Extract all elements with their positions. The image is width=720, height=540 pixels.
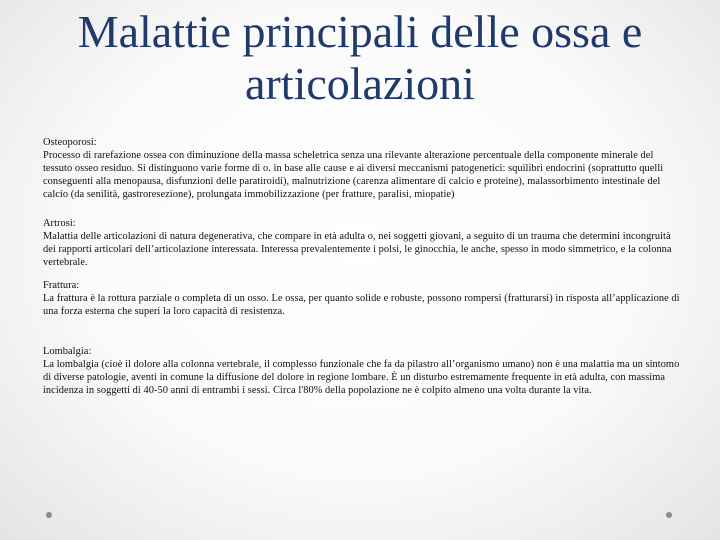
section-text: Processo di rarefazione ossea con diminuzione della massa scheletrica senza una rilevante alterazione percentuale della componente minerale del tessuto osseo residuo. Si distinguono varie forme di o. in base alle cause e ai diversi meccanismi patogenetici: squilibri endocrini (soprattutto quelli conseguenti alla menopausa, disfunzioni delle paratiroidi), malnutrizione (carenza alimentare di calcio e proteine), malassorbimento intestinale del calcio (da senilità, gastroresezione), prolungata immobilizzazione (per fratture, paralisi, miopatie) [43, 150, 664, 200]
slide-title: Malattie principali delle ossa e articolazioni [77, 6, 643, 109]
slide-body [43, 136, 685, 397]
section-frattura [43, 279, 685, 318]
section-text: La lombalgia (cioè il dolore alla colonna vertebrale, il complesso funzionale che fa da pilastro all’organismo umano) non è una malattia ma un sintomo di diverse patologie, aventi in comune la diffusione del dolore in regione lombare. È un disturbo estremamente frequente in età adulta, con massima incidenza in soggetti di 40-50 anni di entrambi i sessi. Circa l'80% della popolazione ne è colpito almeno una volta durante la vita. [43, 359, 680, 396]
decorative-dot-icon [666, 512, 672, 518]
section-text: La frattura è la rottura parziale o completa di un osso. Le ossa, per quanto solide e robuste, possono rompersi (fratturarsi) in risposta all’applicazione di una forza esterna che superi la loro capacità di resistenza. [43, 293, 680, 317]
section-artrosi [43, 217, 685, 269]
section-heading: Lombalgia: [43, 346, 92, 357]
section-text: Malattia delle articolazioni di natura degenerativa, che compare in età adulta o, nei soggetti giovani, a seguito di un trauma che determini incongruità dei rapporti articolari dell’articolazione interessata. Interessa prevalentemente i polsi, le ginocchia, le anche, spesso in modo simmetrico, e la colonna vertebrale. [43, 231, 672, 268]
section-heading: Frattura: [43, 280, 80, 291]
section-lombalgia [43, 345, 685, 397]
section-heading: Osteoporosi: [43, 137, 97, 148]
decorative-dot-icon [46, 512, 52, 518]
section-osteoporosi [43, 136, 685, 201]
section-heading: Artrosi: [43, 218, 76, 229]
